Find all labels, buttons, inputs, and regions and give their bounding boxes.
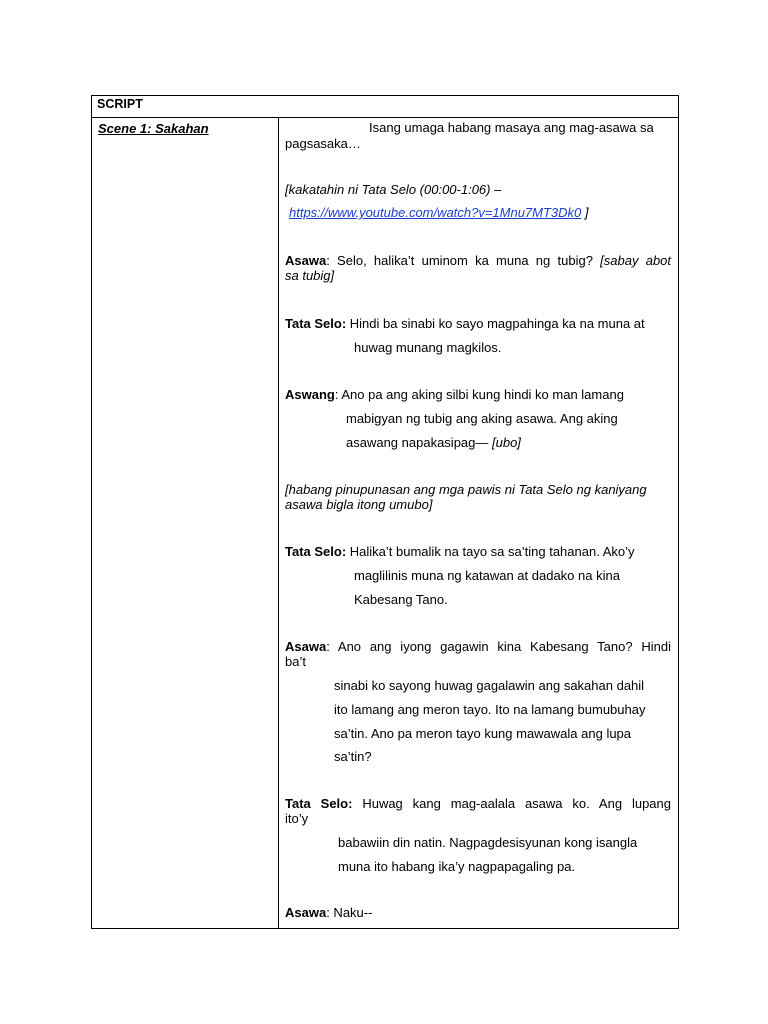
dialogue-text: sinabi ko sayong huwag gagalawin ang sakahan dahil <box>334 678 645 693</box>
video-link-line <box>289 205 589 221</box>
stage-direction-text: [sabay abot <box>600 253 672 268</box>
dialogue-line <box>334 678 644 694</box>
dialogue-text: asawang napakasipag— <box>346 435 492 450</box>
speaker-name: Tata Selo: <box>285 544 347 559</box>
dialogue-line <box>338 835 637 851</box>
dialogue-line <box>354 340 501 356</box>
stage-direction <box>285 182 501 198</box>
dialogue-text: muna ito habang ika’y nagpapagaling pa. <box>338 859 576 874</box>
column-divider <box>278 118 279 928</box>
stage-direction-text: [kakatahin ni Tata Selo (00:00-1:06) – <box>285 182 502 197</box>
dialogue-text: mabigyan ng tubig ang aking asawa. Ang aking <box>346 411 618 426</box>
dialogue-line <box>346 435 521 451</box>
dialogue-text: ba’t <box>285 654 306 669</box>
dialogue-text: : Ano pa ang aking silbi kung hindi ko man lamang <box>334 387 624 402</box>
stage-direction-text: [habang pinupunasan ang mga pawis ni Tata Selo ng kaniyang <box>285 482 647 497</box>
dialogue-line <box>354 592 448 608</box>
dialogue-text: Kabesang Tano. <box>354 592 448 607</box>
dialogue-text: ito lamang ang meron tayo. Ito na lamang bumubuhay <box>334 702 646 717</box>
speaker-name: Asawa <box>285 905 327 920</box>
stage-direction-text: asawa bigla itong umubo] <box>285 497 433 512</box>
dialogue-line <box>285 796 671 812</box>
dialogue-text: babawiin din natin. Nagpagdesisyunan kong isangla <box>338 835 638 850</box>
speaker-name: Tata Selo: <box>285 796 353 811</box>
dialogue-line <box>338 859 575 875</box>
dialogue-line <box>285 905 372 921</box>
speaker-name: Asawa <box>285 639 327 654</box>
dialogue-text: Huwag kang mag-aalala asawa ko. Ang lupang <box>352 796 671 811</box>
dialogue-text: maglilinis muna ng katawan at dadako na kina <box>354 568 620 583</box>
dialogue-text: sa’tin. Ano pa meron tayo kung mawawala ang lupa <box>334 726 632 741</box>
dialogue-text: Hindi ba sinabi ko sayo magpahinga ka na muna at <box>346 316 645 331</box>
intro-line <box>369 120 654 136</box>
dialogue-text: sa’tin? <box>334 749 372 764</box>
intro-text: Isang umaga habang masaya ang mag-asawa sa <box>369 120 654 135</box>
stage-direction-text: sa tubig] <box>285 268 335 283</box>
stage-direction <box>285 482 647 498</box>
stage-direction <box>285 497 432 513</box>
speaker-name: Tata Selo: <box>285 316 347 331</box>
dialogue-text: huwag munang magkilos. <box>354 340 502 355</box>
dialogue-text: ito’y <box>285 811 309 826</box>
stage-direction-text: [ubo] <box>492 435 521 450</box>
intro-line <box>285 136 361 152</box>
dialogue-text: : Ano ang iyong gagawin kina Kabesang Tano? Hindi <box>326 639 671 654</box>
youtube-link[interactable]: https://www.youtube.com/watch?v=1Mnu7MT3Dk0 <box>289 205 582 220</box>
table-header-row <box>92 96 678 118</box>
scene-label: Scene 1: Sakahan <box>98 121 209 136</box>
dialogue-line <box>285 811 308 827</box>
dialogue-line <box>334 726 631 742</box>
dialogue-line <box>334 749 372 765</box>
speaker-name: Asawa <box>285 253 327 268</box>
dialogue-line <box>285 253 671 269</box>
dialogue-text: Halika’t bumalik na tayo sa sa’ting tahanan. Ako’y <box>346 544 635 559</box>
dialogue-line <box>334 702 645 718</box>
intro-text: pagsasaka… <box>285 136 361 151</box>
dialogue-line <box>285 654 306 670</box>
speaker-name: Aswang <box>285 387 335 402</box>
dialogue-text: : Selo, halika’t uminom ka muna ng tubig? <box>326 253 601 268</box>
dialogue-text: : Naku-- <box>326 905 373 920</box>
dialogue-line <box>285 544 635 560</box>
script-header-label: SCRIPT <box>97 97 143 111</box>
dialogue-line <box>346 411 618 427</box>
dialogue-line <box>285 316 645 332</box>
dialogue-line <box>285 387 624 403</box>
dialogue-line <box>285 268 334 284</box>
script-table <box>91 95 679 929</box>
link-close-bracket: ] <box>581 205 589 220</box>
dialogue-line <box>354 568 620 584</box>
dialogue-line <box>285 639 671 655</box>
